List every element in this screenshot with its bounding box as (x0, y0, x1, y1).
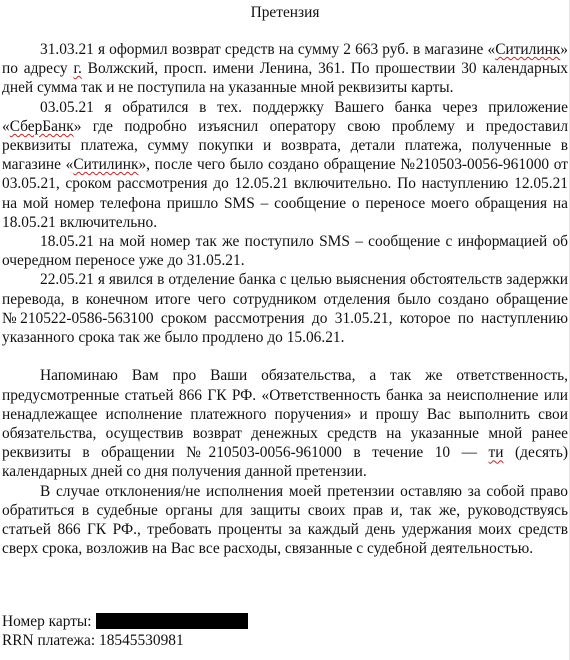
card-number-line (2, 612, 568, 631)
text-run: 31.03.21 я оформил возврат средств на сумму 2 663 руб. в магазине « (40, 41, 496, 58)
rrn-value: 18545530981 (99, 632, 184, 650)
text-run: » где подробно изъяснил оператору свою проблему и предоставил реквизиты платежа, сумму покупки и возврата, детали платежа, полученные в магазине « (2, 117, 568, 174)
paragraph-branch-visit: 22.05.21 я явился в отделение банка с целью выяснения обстоятельств задержки перевода, в конечном итоге чего сотрудником отделения было создано обращение №210522-0586-563100 сроком рассмотрения до 31.05.21, которое по наступлению указанного срока так же было продлено до 15.06.21. (2, 271, 568, 347)
paragraph-refund (2, 40, 568, 98)
document-body (2, 40, 568, 558)
paragraph-obligations (2, 366, 568, 481)
spellcheck-word: г. (73, 60, 82, 78)
spellcheck-word: Ситилинк (495, 41, 561, 58)
payment-details (2, 612, 568, 650)
text-run: », после чего было создано обращение №210503-0056-961000 от 03.05.21, сроком рассмотрения до 12.05.21 включительно. По наступлению 12.05.21 на мой номер телефона пришло SMS – сообщение о переносе моего обращения на 18.05.21 включительно. (2, 156, 568, 231)
paragraph-sms-postponement: 18.05.21 на мой номер так же поступило SMS – сообщение с информацией об очередном переносе уже до 31.05.21. (2, 233, 568, 270)
spellcheck-word: СберБанк (9, 117, 74, 135)
document-title: Претензия (250, 4, 320, 21)
text-run: 03.05.21 я обратился в тех. поддержку Вашего банка через приложение « (2, 98, 568, 135)
redacted-card-number (96, 613, 248, 629)
paragraph-court-warning: В случае отклонения/не исполнения моей претензии оставляю за собой право обратиться в судебные органы для защиты своих прав и, так же, руководствуясь статьей 866 ГК РФ., требовать проценты за каждый день удержания моих средств сверх срока, возложив на Вас все расходы, связанные с судебной деятельностью. (2, 482, 568, 558)
blank-line (2, 347, 568, 366)
spellcheck-word: Ситилинк (73, 156, 139, 174)
text-run: (десять) календарных дней со дня получения данной претензии. (2, 444, 568, 481)
text-run: Волжский, просп. имени Ленина, 361. По прошествии 30 календарных дней сумма так и не поступила на указанные мной реквизиты карты. (2, 60, 568, 97)
text-run: Напоминаю Вам про Ваши обязательства, а так же ответственность, предусмотренные статьей 866 ГК РФ. «Ответственность банка за неисполнение или ненадлежащее исполнение платежного поручения» и прошу Вас выполнить свои обязательства, осуществив возврат денежных средств на указанные мной ранее реквизиты в обращении №210503-0056-961000 в течение 10 — (2, 367, 568, 462)
card-number-label: Номер карты: (2, 613, 92, 630)
paragraph-support-request (2, 98, 568, 232)
spellcheck-word: ти (488, 444, 504, 462)
rrn-line (2, 631, 568, 650)
rrn-label: RRN платежа: (2, 632, 96, 650)
text-run: » по адресу (2, 41, 568, 78)
